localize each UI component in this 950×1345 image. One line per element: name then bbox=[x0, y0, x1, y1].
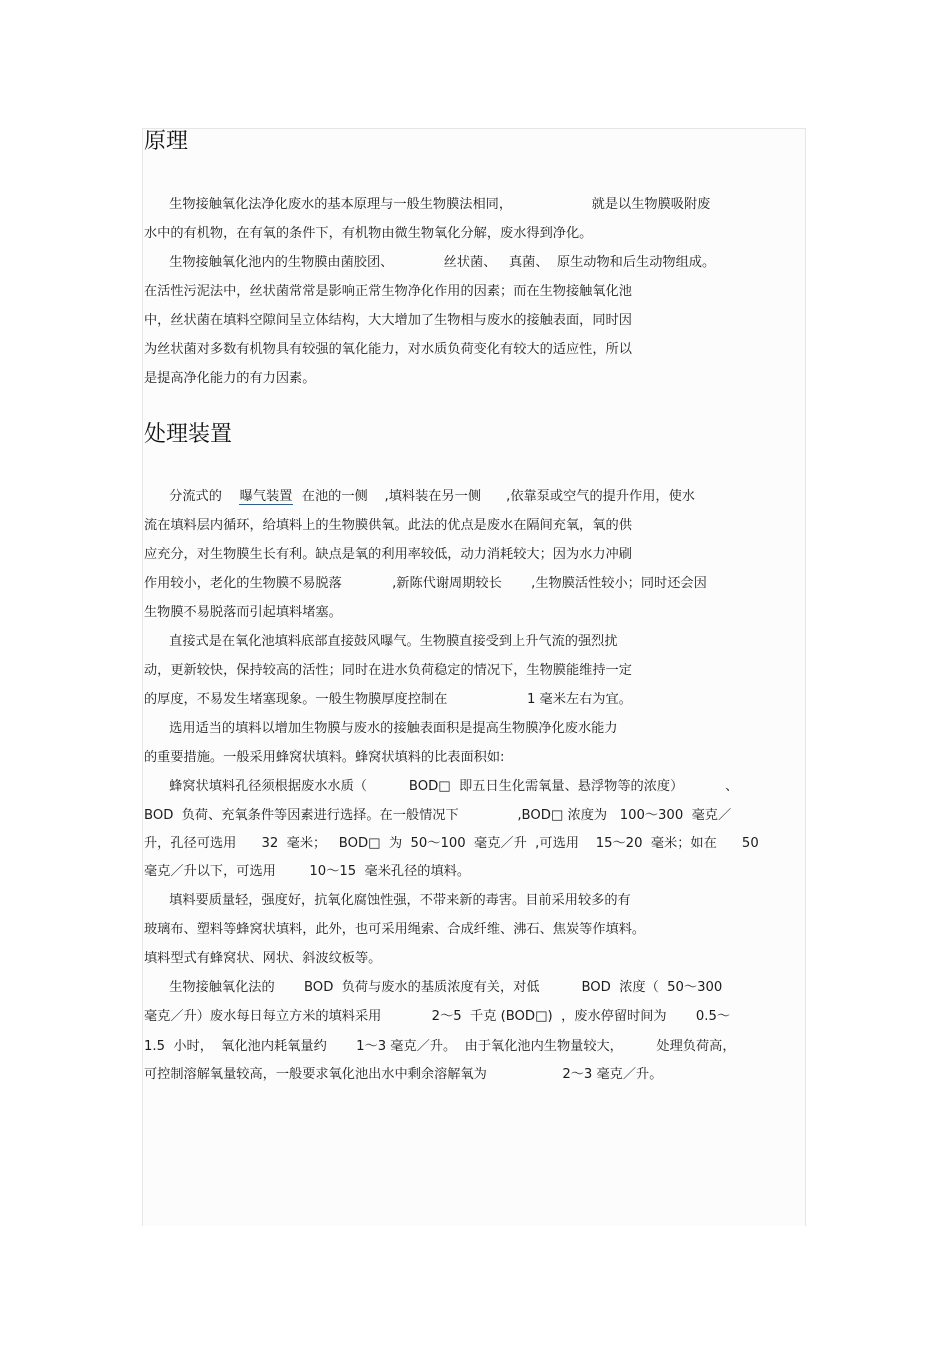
paragraph-line: 流在填料层内循环，给填料上的生物膜供氧。此法的优点是废水在隔间充氧，氧的供 bbox=[144, 518, 632, 533]
paragraph-line: 的重要措施。一般采用蜂窝状填料。蜂窝状填料的比表面积如: bbox=[144, 750, 505, 765]
paragraph-line: 1.5 小时， 氧化池内耗氧量约 1～3 毫克／升。 由于氧化池内生物量较大， 处理负荷高， bbox=[144, 1039, 736, 1054]
paragraph-line: 玻璃布、塑料等蜂窝状填料，此外，也可采用绳索、合成纤维、沸石、焦炭等作填料。 bbox=[144, 922, 646, 937]
paragraph-line: 毫克／升）废水每日每立方米的填料采用 2～5 千克 (BOD□) ，废水停留时间为 0.5～ bbox=[144, 1009, 731, 1024]
paragraph-line: 在活性污泥法中，丝状菌常常是影响正常生物净化作用的因素；而在生物接触氧化池 bbox=[144, 284, 632, 299]
paragraph-line: 生物接触氧化法的 BOD 负荷与废水的基质浓度有关，对低 BOD 浓度（ 50～300 bbox=[144, 980, 723, 995]
paragraph-line: 动，更新较快，保持较高的活性；同时在进水负荷稳定的情况下，生物膜能维持一定 bbox=[144, 663, 632, 678]
paragraph-line: BOD 负荷、充氧条件等因素进行选择。在一般情况下 ,BOD□ 浓度为 100～300 毫克／ bbox=[144, 808, 732, 823]
paragraph-line: 直接式是在氧化池填料底部直接鼓风曝气。生物膜直接受到上升气流的强烈扰 bbox=[144, 634, 618, 649]
paragraph-line: 作用较小，老化的生物膜不易脱落 ,新陈代谢周期较长 ,生物膜活性较小；同时还会因 bbox=[144, 576, 707, 591]
text: 在池的一侧 ,填料装在另一侧 ,依靠泵或空气的提升作用，使水 bbox=[293, 489, 695, 504]
paragraph-line: 生物膜不易脱落而引起填料堵塞。 bbox=[144, 605, 342, 620]
paragraph-line: 可控制溶解氧量较高，一般要求氧化池出水中剩余溶解氧为 2～3 毫克／升。 bbox=[144, 1067, 663, 1082]
heading-principle: 原理 bbox=[144, 129, 189, 154]
paragraph-line: 升，孔径可选用 32 毫米； BOD□ 为 50～100 毫克／升 ,可选用 15～20 毫米；如在 50 bbox=[144, 836, 759, 851]
paragraph-line-with-link bbox=[144, 488, 695, 506]
paragraph-line: 生物接触氧化法净化废水的基本原理与一般生物膜法相同， 就是以生物膜吸附废 bbox=[144, 197, 711, 212]
text: 分流式的 bbox=[144, 489, 239, 504]
paragraph-line: 中，丝状菌在填料空隙间呈立体结构，大大增加了生物相与废水的接触表面，同时因 bbox=[144, 313, 632, 328]
paragraph-line: 选用适当的填料以增加生物膜与废水的接触表面积是提高生物膜净化废水能力 bbox=[144, 721, 618, 736]
paragraph-line: 蜂窝状填料孔径须根据废水水质（ BOD□ 即五日生化需氧量、悬浮物等的浓度） 、 bbox=[144, 779, 739, 794]
paragraph-line: 水中的有机物，在有氧的条件下，有机物由微生物氧化分解，废水得到净化。 bbox=[144, 226, 593, 241]
paragraph-line: 应充分，对生物膜生长有利。缺点是氧的利用率较低，动力消耗较大；因为水力冲刷 bbox=[144, 547, 632, 562]
paragraph-line: 填料型式有蜂窝状、网状、斜波纹板等。 bbox=[144, 951, 382, 966]
paragraph-line: 是提高净化能力的有力因素。 bbox=[144, 371, 316, 386]
paragraph-line: 的厚度，不易发生堵塞现象。一般生物膜厚度控制在 1 毫米左右为宜。 bbox=[144, 692, 632, 707]
heading-device: 处理装置 bbox=[144, 422, 233, 447]
aeration-device-link[interactable]: 曝气装置 bbox=[239, 489, 293, 504]
paragraph-line: 毫克／升以下，可选用 10～15 毫米孔径的填料。 bbox=[144, 864, 471, 879]
paragraph-line: 为丝状菌对多数有机物具有较强的氧化能力，对水质负荷变化有较大的适应性，所以 bbox=[144, 342, 632, 357]
paragraph-line: 填料要质量轻，强度好，抗氧化腐蚀性强，不带来新的毒害。目前采用较多的有 bbox=[144, 893, 631, 908]
paragraph-line: 生物接触氧化池内的生物膜由菌胶团、 丝状菌、 真菌、 原生动物和后生动物组成。 bbox=[144, 255, 716, 270]
